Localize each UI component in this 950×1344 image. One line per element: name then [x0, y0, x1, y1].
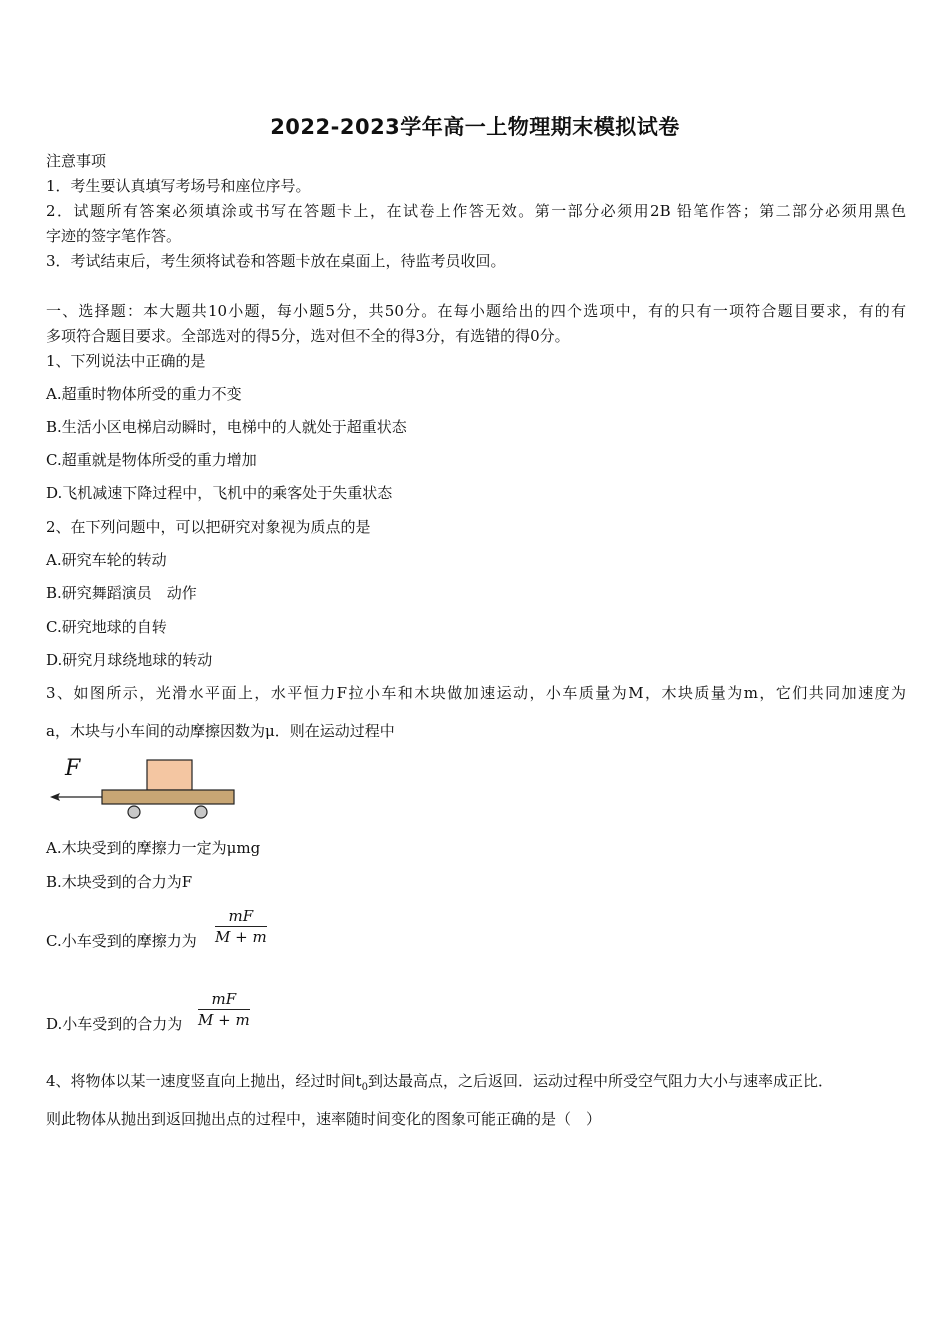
q4-stem-part2: 到达最高点，之后返回．运动过程中所受空气阻力大小与速率成正比．: [367, 1072, 833, 1090]
cart-wheel-right: [195, 806, 207, 818]
q3-option-c-fraction: [215, 907, 267, 946]
notice-item-3: 3．考试结束后，考生须将试卷和答题卡放在桌面上，待监考员收回。: [46, 252, 506, 270]
q2-option-c: C.研究地球的自转: [46, 618, 167, 636]
q3-option-c: C.小车受到的摩擦力为: [46, 932, 197, 950]
q3-option-b: B.木块受到的合力为F: [46, 873, 193, 891]
q4-stem-line1: [46, 1071, 833, 1098]
fraction-numerator: mF: [215, 907, 267, 927]
cart-board: [102, 790, 234, 804]
notice-item-2: 2．试题所有答案必须填涂或书写在答题卡上，在试卷上作答无效。第一部分必须用2B 铅笔作答；第二部分必须用黑色: [46, 202, 906, 220]
q4-subscript: 0: [361, 1082, 368, 1093]
q2-option-b: B.研究舞蹈演员 动作: [46, 584, 197, 602]
q3-figure: [44, 752, 244, 824]
q4-stem-line2: 则此物体从抛出到返回抛出点的过程中，速率随时间变化的图象可能正确的是（ ）: [46, 1110, 602, 1128]
force-label: F: [65, 756, 81, 781]
q2-option-a: A.研究车轮的转动: [46, 551, 167, 569]
q3-option-d-fraction: [198, 990, 250, 1029]
q3-stem-line1: 3、如图所示，光滑水平面上，水平恒力F拉小车和木块做加速运动，小车质量为M，木块质量为m，它们共同加速度为: [46, 684, 906, 702]
q2-stem: 2、在下列问题中，可以把研究对象视为质点的是: [46, 518, 371, 536]
notice-item-1: 1．考生要认真填写考场号和座位序号。: [46, 177, 311, 195]
q3-option-d: D.小车受到的合力为: [46, 1015, 183, 1033]
q1-option-a: A.超重时物体所受的重力不变: [46, 385, 242, 403]
fraction-numerator: mF: [198, 990, 250, 1010]
q4-stem-part1: 4、将物体以某一速度竖直向上抛出，经过时间t: [46, 1072, 362, 1090]
section-intro-line1: 一、选择题：本大题共10小题，每小题5分，共50分。在每小题给出的四个选项中，有的只有一项符合题目要求，有的有: [46, 302, 906, 320]
page-title: 2022-2023学年高一上物理期末模拟试卷: [270, 115, 680, 139]
notice-heading: 注意事项: [46, 152, 107, 170]
q1-stem: 1、下列说法中正确的是: [46, 352, 206, 370]
q1-option-c: C.超重就是物体所受的重力增加: [46, 451, 257, 469]
fraction-denominator: M + m: [198, 1011, 250, 1029]
q3-stem-line2: a，木块与小车间的动摩擦因数为μ．则在运动过程中: [46, 722, 395, 740]
q3-option-a: A.木块受到的摩擦力一定为μmg: [46, 839, 261, 857]
q1-option-b: B.生活小区电梯启动瞬时，电梯中的人就处于超重状态: [46, 418, 407, 436]
fraction-denominator: M + m: [215, 928, 267, 946]
q2-option-d: D.研究月球绕地球的转动: [46, 651, 213, 669]
wooden-block: [147, 760, 192, 790]
q1-option-d: D.飞机减速下降过程中，飞机中的乘客处于失重状态: [46, 484, 393, 502]
section-intro-line2: 多项符合题目要求。全部选对的得5分，选对但不全的得3分，有选错的得0分。: [46, 327, 570, 345]
cart-wheel-left: [128, 806, 140, 818]
notice-item-2-cont: 字迹的签字笔作答。: [46, 227, 182, 245]
